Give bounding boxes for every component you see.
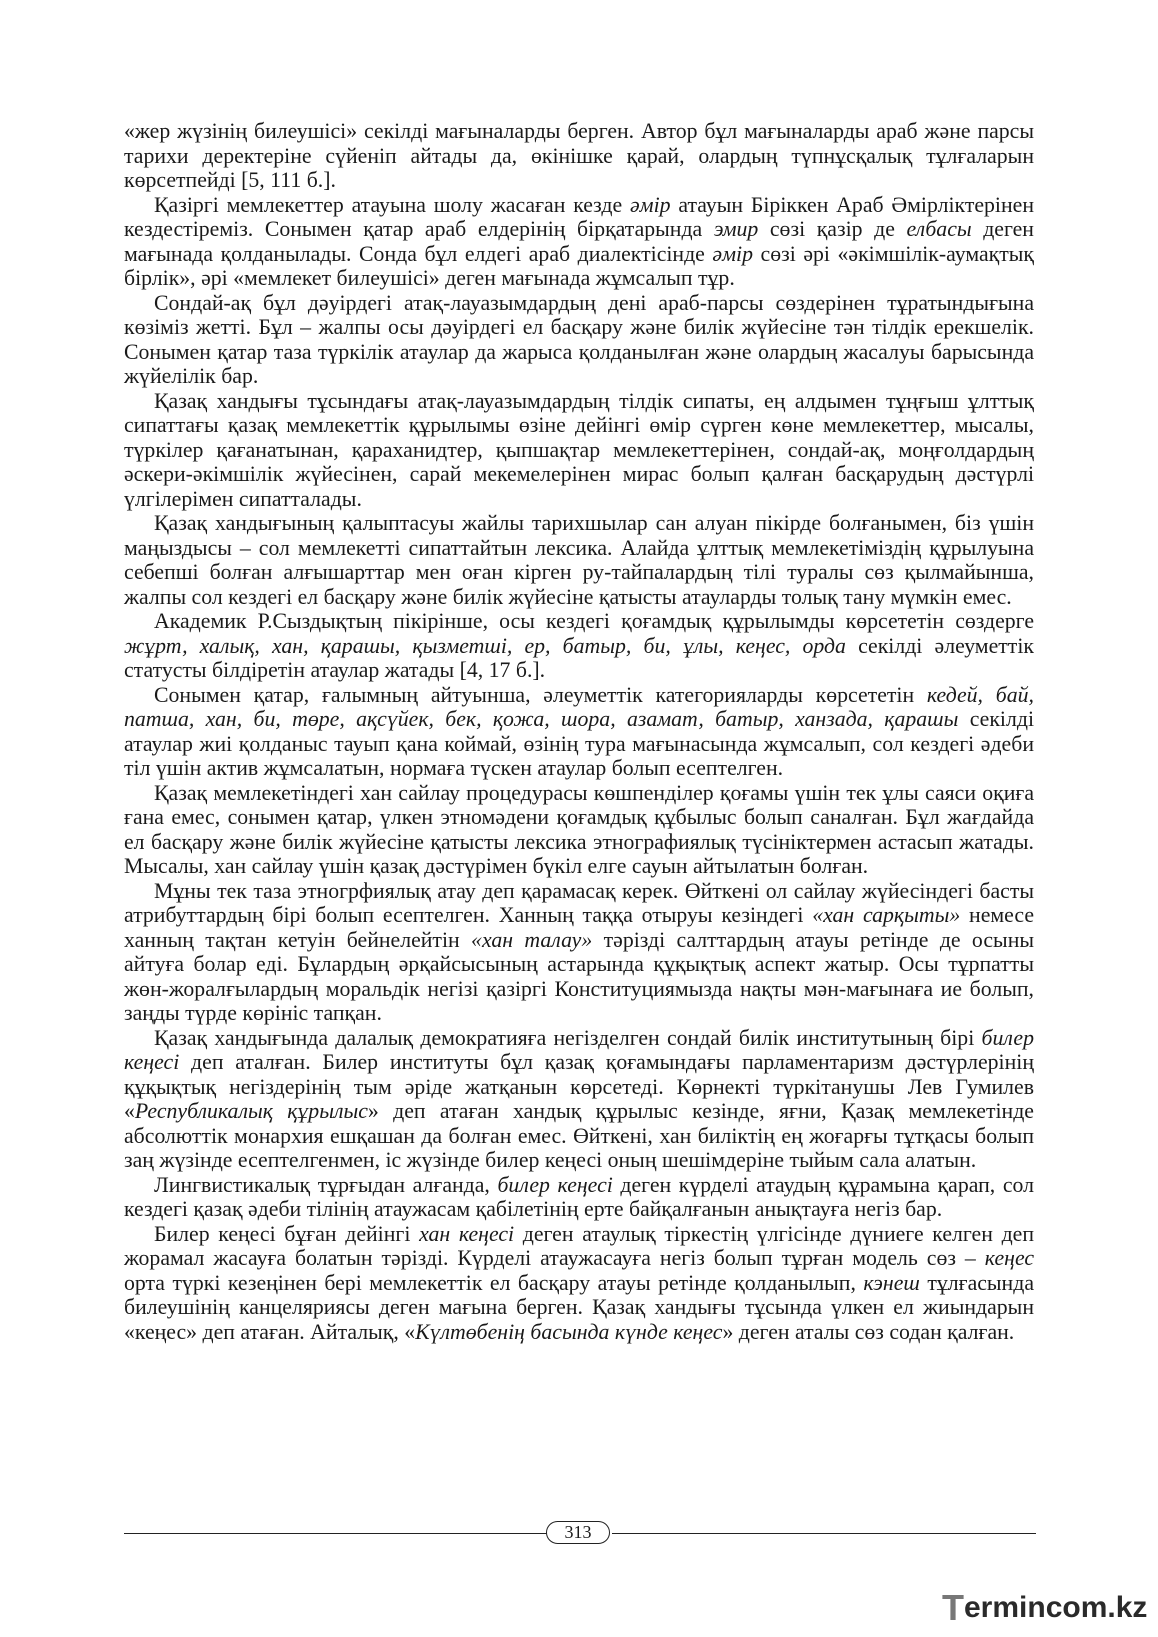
text-run: тәрізді салттардың атауы ретінде де осыны айтуға болар еді. Бұлардың әрқайсысының астарында құқықтық аспект жатыр. Осы тұрпатты жөн-жоралғылардың моральдік негізі қазіргі Конституциямызда нақты мән-мағынаға ие болып, заңды түрде көрініс тапқан. bbox=[124, 927, 1034, 1025]
text-run: Мұны тек таза этногрфиялық атау деп қарамасақ керек. Өйткені ол сайлау жүйесіндегі басты атрибуттардың бірі болып есептелген. Ханның таққа отыруы кезіндегі bbox=[124, 878, 1034, 927]
text-run: Билер кеңесі бұған дейінгі bbox=[154, 1221, 420, 1246]
italic-term: кеңес bbox=[984, 1246, 1034, 1270]
text-run: Қазақ мемлекетіндегі хан сайлау процедурасы көшпенділер қоғамы үшін тек ұлы саяси оқиға ғана емес, сонымен қатар, үлкен этномәдени қоғамдық құбылыс болып саналған. Бұл жағдайда ел басқару және билік жүйесіне қатысты лексика этнографиялық түсініктермен астасып жатады. Мысалы, хан сайлау үшін қазақ дәстүрімен бүкіл елге сауын айтылатын болған. bbox=[124, 780, 1034, 878]
italic-term: хан кеңесі bbox=[419, 1221, 515, 1246]
text-run: деп аталған. Билер институты бұл қазақ қоғамындағы парламентаризм дәстүрлерінің құқықтық негіздерінің тым әріде жатқанын көрсетеді. Көрнекті түркітанушы Лев Гумилев « bbox=[124, 1050, 1034, 1123]
page-text bbox=[124, 119, 1034, 1344]
text-run: Сонымен қатар, ғалымның айтуынша, әлеуметтік категорияларды көрсететін bbox=[154, 682, 927, 707]
italic-term: әмір bbox=[629, 192, 671, 217]
page-number: 313 bbox=[546, 1521, 610, 1544]
italic-term: елбасы bbox=[906, 217, 972, 241]
italic-term: кедей, бай, патша, хан, би, төре, ақсүйек, бек, қожа, шора, азамат, батыр, ханзада, қарашы bbox=[124, 682, 1034, 731]
italic-term: кэнеш bbox=[863, 1270, 920, 1295]
text-run: Академик Р.Сыздықтың пікірінше, осы кездегі қоғамдық құрылымды көрсететін сөздерге bbox=[154, 609, 1034, 633]
text-run: немесе ханның тақтан кетуін бейнелейтін bbox=[124, 903, 1034, 952]
paragraph bbox=[124, 1222, 1034, 1345]
paragraph bbox=[124, 879, 1034, 1026]
paragraph bbox=[124, 291, 1034, 389]
text-run: Қазақ хандығы тұсындағы атақ-лауазымдардың тілдік сипаты, ең алдымен тұңғыш ұлттық сипаттағы қазақ мемлекеттік құрылымы өзіне дейінгі өмір сүрген көне мемлекеттер, мысалы, түркілер қағанатынан, қараханидтер, қыпшақтар мемлекеттерінен, сондай-ақ, моңғолдардың әскери-әкімшілік жүйесінен, сарай мекемелерінен мирас болып қалған басқарудың дәстүрлі үлгілерімен сипатталады. bbox=[124, 388, 1034, 511]
text-run: орта түркі кезеңінен бері мемлекеттік ел басқару атауы ретінде қолданылып, bbox=[124, 1270, 864, 1295]
paragraph bbox=[124, 1173, 1034, 1222]
logo-wordmark: ermincom.kz bbox=[964, 1591, 1148, 1624]
text-run: «жер жүзінің билеушісі» секілді мағыналарды берген. Автор бұл мағыналарды араб және парсы тарихи деректеріне сүйеніп айтады да, өкінішке қарай, олардың түпнұсқалық тұлғаларын көрсетпейді [5, 111 б.]. bbox=[124, 119, 1034, 192]
text-run: Сондай-ақ бұл дәуірдегі атақ-лауазымдардың дені араб-парсы сөздерінен тұратындығына көзіміз жетті. Бұл – жалпы осы дәуірдегі ел басқару және билік жүйесіне тән тілдік ерекшелік. Сонымен қатар таза түркілік атаулар да жарыса қолданылған және олардың жасалуы барысында жүйелілік бар. bbox=[124, 290, 1034, 388]
italic-term: «хан сарқыты» bbox=[812, 903, 961, 927]
text-run: » деп атаған хандық құрылыс кезінде, яғни, Қазақ мемлекетінде абсолюттік монархия ешқашан да болған емес. Өйткені, хан биліктің ең жоғарғы тұтқасы болып заң жүзінде есептелгенмен, іс жүзінде билер кеңесі оның шешімдеріне тыйым сала алатын. bbox=[124, 1099, 1034, 1172]
text-run: секілді әлеуметтік статусты білдіретін атаулар жатады [4, 17 б.]. bbox=[124, 633, 1034, 682]
paragraph bbox=[124, 683, 1034, 781]
paragraph bbox=[124, 781, 1034, 879]
text-run: сөзі әрі «әкімшілік-аумақтық бірлік», әрі «мемлекет билеушісі» деген мағынада жұмсалып тұр. bbox=[124, 241, 1034, 290]
italic-term: «хан талау» bbox=[471, 927, 593, 952]
paragraph bbox=[124, 1026, 1034, 1173]
italic-term: Күлтөбенің басында күнде кеңес bbox=[415, 1319, 723, 1344]
text-run: деген мағынада қолданылады. Сонда бұл елдегі араб диалектісінде bbox=[124, 217, 1034, 266]
text-run: Қазақ хандығының қалыптасуы жайлы тарихшылар сан алуан пікірде болғанымен, біз үшін маңыздысы – сол мемлекетті сипаттайтын лексика. Алайда ұлттық мемлекетіміздің құрылуына себепші болған алғышарттар мен оған кірген ру-тайпалардың тілі туралы сөз қылмайынша, жалпы сол кездегі ел басқару және билік жүйесіне қатысты атауларды толық тану мүмкін емес. bbox=[124, 511, 1034, 609]
paragraph bbox=[124, 119, 1034, 193]
italic-term: билер кеңесі bbox=[124, 1025, 1034, 1074]
paragraph bbox=[124, 511, 1034, 609]
text-run: Лингвистикалық тұрғыдан алғанда, bbox=[154, 1172, 498, 1197]
footer-rule-left bbox=[124, 1533, 548, 1534]
footer-rule-right bbox=[612, 1533, 1036, 1534]
paragraph bbox=[124, 193, 1034, 291]
text-run: секілді атаулар жиі қолданыс тауып қана коймай, өзінің тура мағынасында жұмсалып, сол кездегі әдеби тіл үшін актив жұмсалатын, нормаға түскен атаулар болып есептелген. bbox=[124, 707, 1034, 780]
paragraph bbox=[124, 609, 1034, 683]
italic-term: жұрт, халық, хан, қарашы, қызметші, ер, батыр, би, ұлы, кеңес, орда bbox=[124, 633, 846, 658]
text-run: деген атаулық тіркестің үлгісінде дүниеге келген деп жорамал жасауға болатын тәрізді. Күрделі атаужасауға негіз болып тұрған модель сөз – bbox=[124, 1221, 1034, 1270]
text-run: » деген аталы сөз содан қалған. bbox=[722, 1319, 1015, 1344]
text-run: атауын Біріккен Араб Әмірліктерінен кездестіреміз. Сонымен қатар араб елдерінің бірқатарында bbox=[124, 192, 1034, 241]
text-run: деген күрделі атаудың құрамына қарап, сол кездегі қазақ әдеби тілінің атаужасам қабілетінің ерте байқалғанын анықтауға негіз бар. bbox=[124, 1172, 1034, 1221]
text-run: сөзі қазір де bbox=[758, 217, 907, 241]
termincom-watermark-logo bbox=[942, 1587, 1148, 1630]
text-run: Қазақ хандығында далалық демократияға негізделген сондай билік институтының бірі bbox=[154, 1025, 982, 1050]
italic-term: эмир bbox=[713, 217, 759, 241]
italic-term: Республикалық құрылыс bbox=[134, 1099, 368, 1123]
logo-t-mark-icon: T bbox=[942, 1587, 964, 1628]
text-run: Қазіргі мемлекеттер атауына шолу жасаған кезде bbox=[154, 192, 630, 217]
italic-term: билер кеңесі bbox=[497, 1172, 613, 1197]
text-run: тұлғасында билеушінің канцеляриясы деген мағына берген. Қазақ хандығы тұсында үлкен ел жиындарын «кеңес» деп атаған. Айталық, « bbox=[124, 1270, 1034, 1344]
italic-term: әмір bbox=[712, 241, 753, 266]
paragraph bbox=[124, 389, 1034, 512]
